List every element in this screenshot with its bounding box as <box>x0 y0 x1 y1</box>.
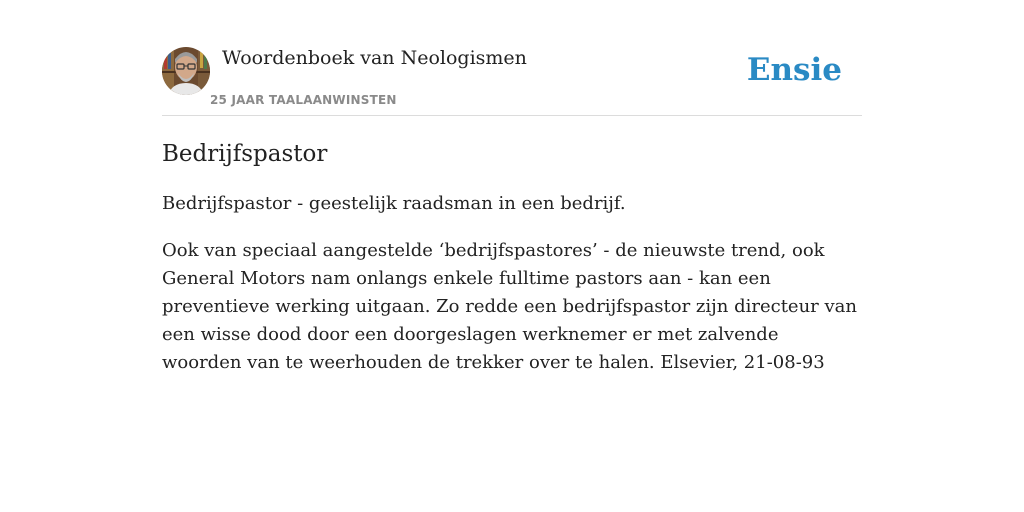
entry-title: Bedrijfspastor <box>162 141 328 167</box>
entry-citation: Ook van speciaal aangestelde ‘bedrijfspastores’ - de nieuwste trend, ook General Motors nam onlangs enkele fulltime pastors aan - kan een preventieve werking uitgaan. Zo redde een bedrijfspastor zijn directeur van een wisse dood door een doorgeslagen werknemer er met zalvende woorden van te weerhouden de trekker over te halen. Elsevier, 21-08-93 <box>162 240 857 373</box>
blog-tagline: 25 JAAR TAALAANWINSTEN <box>210 93 397 107</box>
blog-title[interactable]: Woordenboek van Neologismen <box>222 47 527 69</box>
entry-definition: Bedrijfspastor - geestelijk raadsman in een bedrijf. <box>162 193 626 214</box>
entry-content <box>162 138 862 377</box>
site-header <box>162 46 862 116</box>
author-avatar[interactable] <box>162 47 210 95</box>
author-portrait-icon <box>162 47 210 95</box>
ensie-logo-link[interactable]: Ensie <box>746 52 842 88</box>
